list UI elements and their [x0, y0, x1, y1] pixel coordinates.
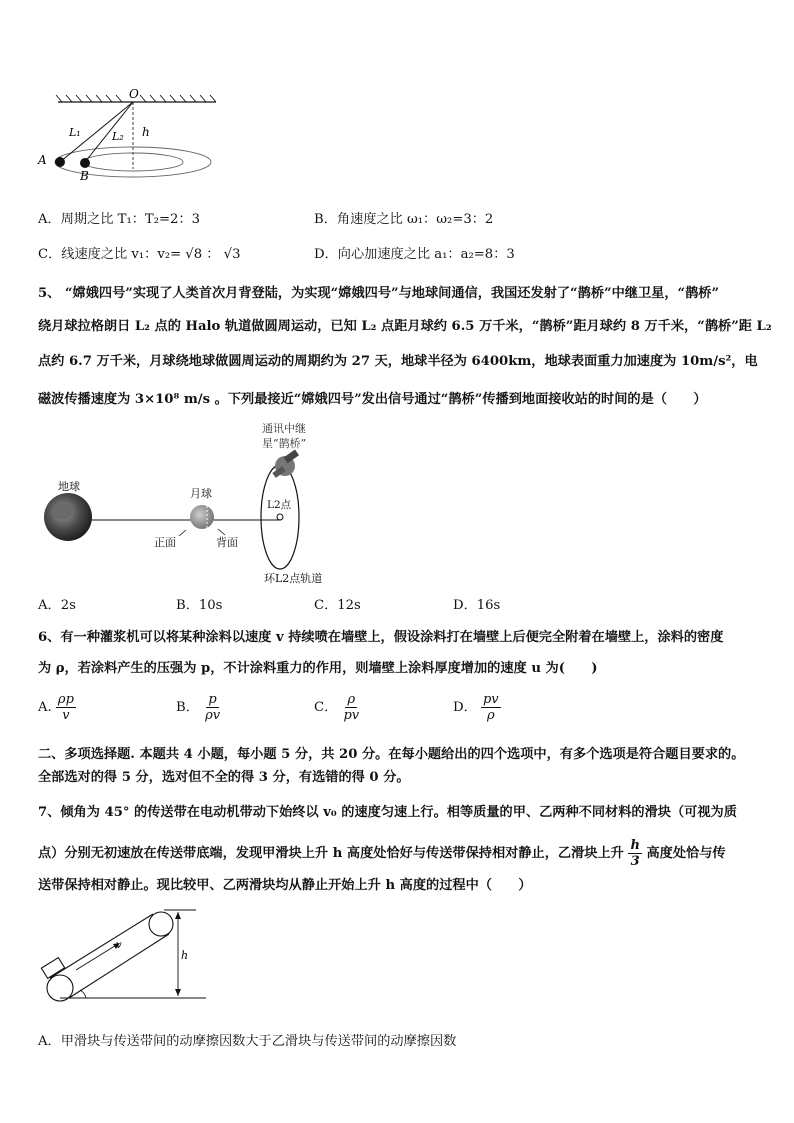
q6-option-d	[453, 692, 501, 723]
l2-orbit	[261, 465, 299, 569]
q7-text-line-3: 送带保持相对静止。现比较甲、乙两滑块均从静止开始上升 h 高度的过程中（ ）	[38, 878, 532, 893]
q7-text-line-2-part-1: 点）分别无初速放在传送带底端，发现甲滑块上升 h 高度处恰好与传送带保持相对静止，乙滑块上升	[38, 846, 624, 861]
q7-fraction-h-over-3	[628, 838, 641, 869]
q6-option-a-label: A.	[38, 700, 52, 715]
q6-option-d-fraction	[481, 692, 501, 723]
label-l2: L₂	[112, 130, 124, 143]
q5-text-line-4: 磁波传播速度为 3×10⁸ m/s 。下列最接近“嫦娥四号”发出信号通过“鹊桥”传播到地面接收站的时间的是（ ）	[38, 392, 707, 407]
q5-text-line-2: 绕月球拉格朗日 L₂ 点的 Halo 轨道做圆周运动，已知 L₂ 点距月球约 6.5 万千米，“鹊桥”距月球约 8 万千米，“鹊桥”距 L₂	[38, 319, 772, 334]
q7-text-line-1: 7、倾角为 45° 的传送带在电动机带动下始终以 v₀ 的速度匀速上行。相等质量的甲、乙两种不同材料的滑块（可视为质	[38, 805, 737, 820]
q6-option-b-numerator: p	[208, 692, 217, 707]
ball-b	[80, 158, 90, 168]
q7-fraction-denominator: 3	[630, 854, 640, 869]
q6-text-line-2: 为 ρ，若涂料产生的压强为 p，不计涂料重力的作用，则墙壁上涂料厚度增加的速度 u 为( )	[38, 661, 598, 676]
back-side-label: 背面	[216, 536, 238, 549]
q6-option-c-numerator: ρ	[347, 692, 356, 707]
moon-label: 月球	[190, 487, 212, 500]
conical-pendulum-figure	[36, 84, 236, 184]
label-l1: L₁	[69, 126, 81, 139]
earth-label: 地球	[58, 480, 80, 493]
q7-fraction-numerator: h	[630, 838, 640, 853]
q4-option-a: A．周期之比 T₁：T₂=2：3	[38, 212, 201, 227]
q6-option-b-denominator: ρv	[205, 708, 221, 723]
moon-icon	[190, 505, 214, 529]
q6-option-a-fraction	[56, 692, 76, 723]
q6-option-d-numerator: pv	[482, 692, 499, 707]
earth-moon-relay-figure	[36, 420, 356, 588]
q6-option-d-label: D．	[453, 700, 477, 715]
label-a: A	[38, 153, 47, 167]
label-o: O	[129, 87, 139, 101]
q6-option-a	[38, 692, 76, 723]
l2-point-label: L2点	[267, 499, 292, 511]
q4-option-d: D．向心加速度之比 a₁：a₂=8：3	[314, 247, 515, 262]
relay-satellite-icon	[272, 450, 299, 478]
q6-option-a-denominator: v	[62, 708, 70, 723]
q6-text-line-1: 6、有一种灌浆机可以将某种涂料以速度 v 持续喷在墙壁上，假设涂料打在墙壁上后便完全附着在墙壁上，涂料的密度	[38, 630, 724, 645]
front-side-label: 正面	[154, 536, 176, 549]
q5-text-line-1: 5、 “嫦娥四号”实现了人类首次月背登陆，为实现“嫦娥四号”与地球间通信，我国还发射了“鹊桥”中继卫星，“鹊桥”	[38, 286, 720, 301]
q7-text-line-2	[38, 838, 726, 869]
conveyor-belt-figure	[36, 904, 206, 1004]
q6-option-c-denominator: pv	[343, 708, 360, 723]
label-h: h	[142, 125, 150, 139]
q7-text-line-2-part-2: 高度处恰与传	[646, 846, 726, 861]
q5-option-c: C．12s	[314, 598, 361, 613]
height-label: h	[181, 949, 189, 962]
section-2-heading-line-2: 全部选对的得 5 分，选对但不全的得 3 分，有选错的得 0 分。	[38, 770, 410, 785]
velocity-label: v	[116, 940, 122, 951]
q6-option-c-label: C．	[314, 700, 338, 715]
q6-option-d-denominator: ρ	[486, 708, 495, 723]
q6-option-b-fraction	[203, 692, 222, 723]
section-2-heading-line-1: 二、多项选择题. 本题共 4 小题，每小题 5 分，共 20 分。在每小题给出的四个选项中，有多个选项是符合题目要求的。	[38, 747, 745, 762]
relay-label-2: 星“鹊桥”	[262, 437, 307, 450]
q6-option-a-numerator: ρp	[57, 692, 74, 707]
q4-option-b: B．角速度之比 ω₁：ω₂=3：2	[314, 212, 494, 227]
q7-option-a: A．甲滑块与传送带间的动摩擦因数大于乙滑块与传送带间的动摩擦因数	[38, 1034, 457, 1049]
q6-option-c	[314, 692, 361, 723]
q5-option-d: D．16s	[453, 598, 501, 613]
label-b: B	[80, 169, 89, 183]
q4-option-c: C．线速度之比 v₁：v₂= √8 ： √3	[38, 247, 241, 262]
q6-option-b	[176, 692, 222, 723]
q5-text-line-3: 点约 6.7 万千米，月球绕地球做圆周运动的周期约为 27 天，地球半径为 6400km，地球表面重力加速度为 10m/s²，电	[38, 354, 758, 369]
q6-option-b-label: B．	[176, 700, 199, 715]
q5-option-a: A．2s	[38, 598, 76, 613]
relay-label-1: 通讯中继	[262, 422, 306, 435]
ball-a	[55, 157, 65, 167]
orbit-label: 环L2点轨道	[264, 572, 323, 585]
q5-option-b: B．10s	[176, 598, 223, 613]
q6-option-c-fraction	[341, 692, 361, 723]
